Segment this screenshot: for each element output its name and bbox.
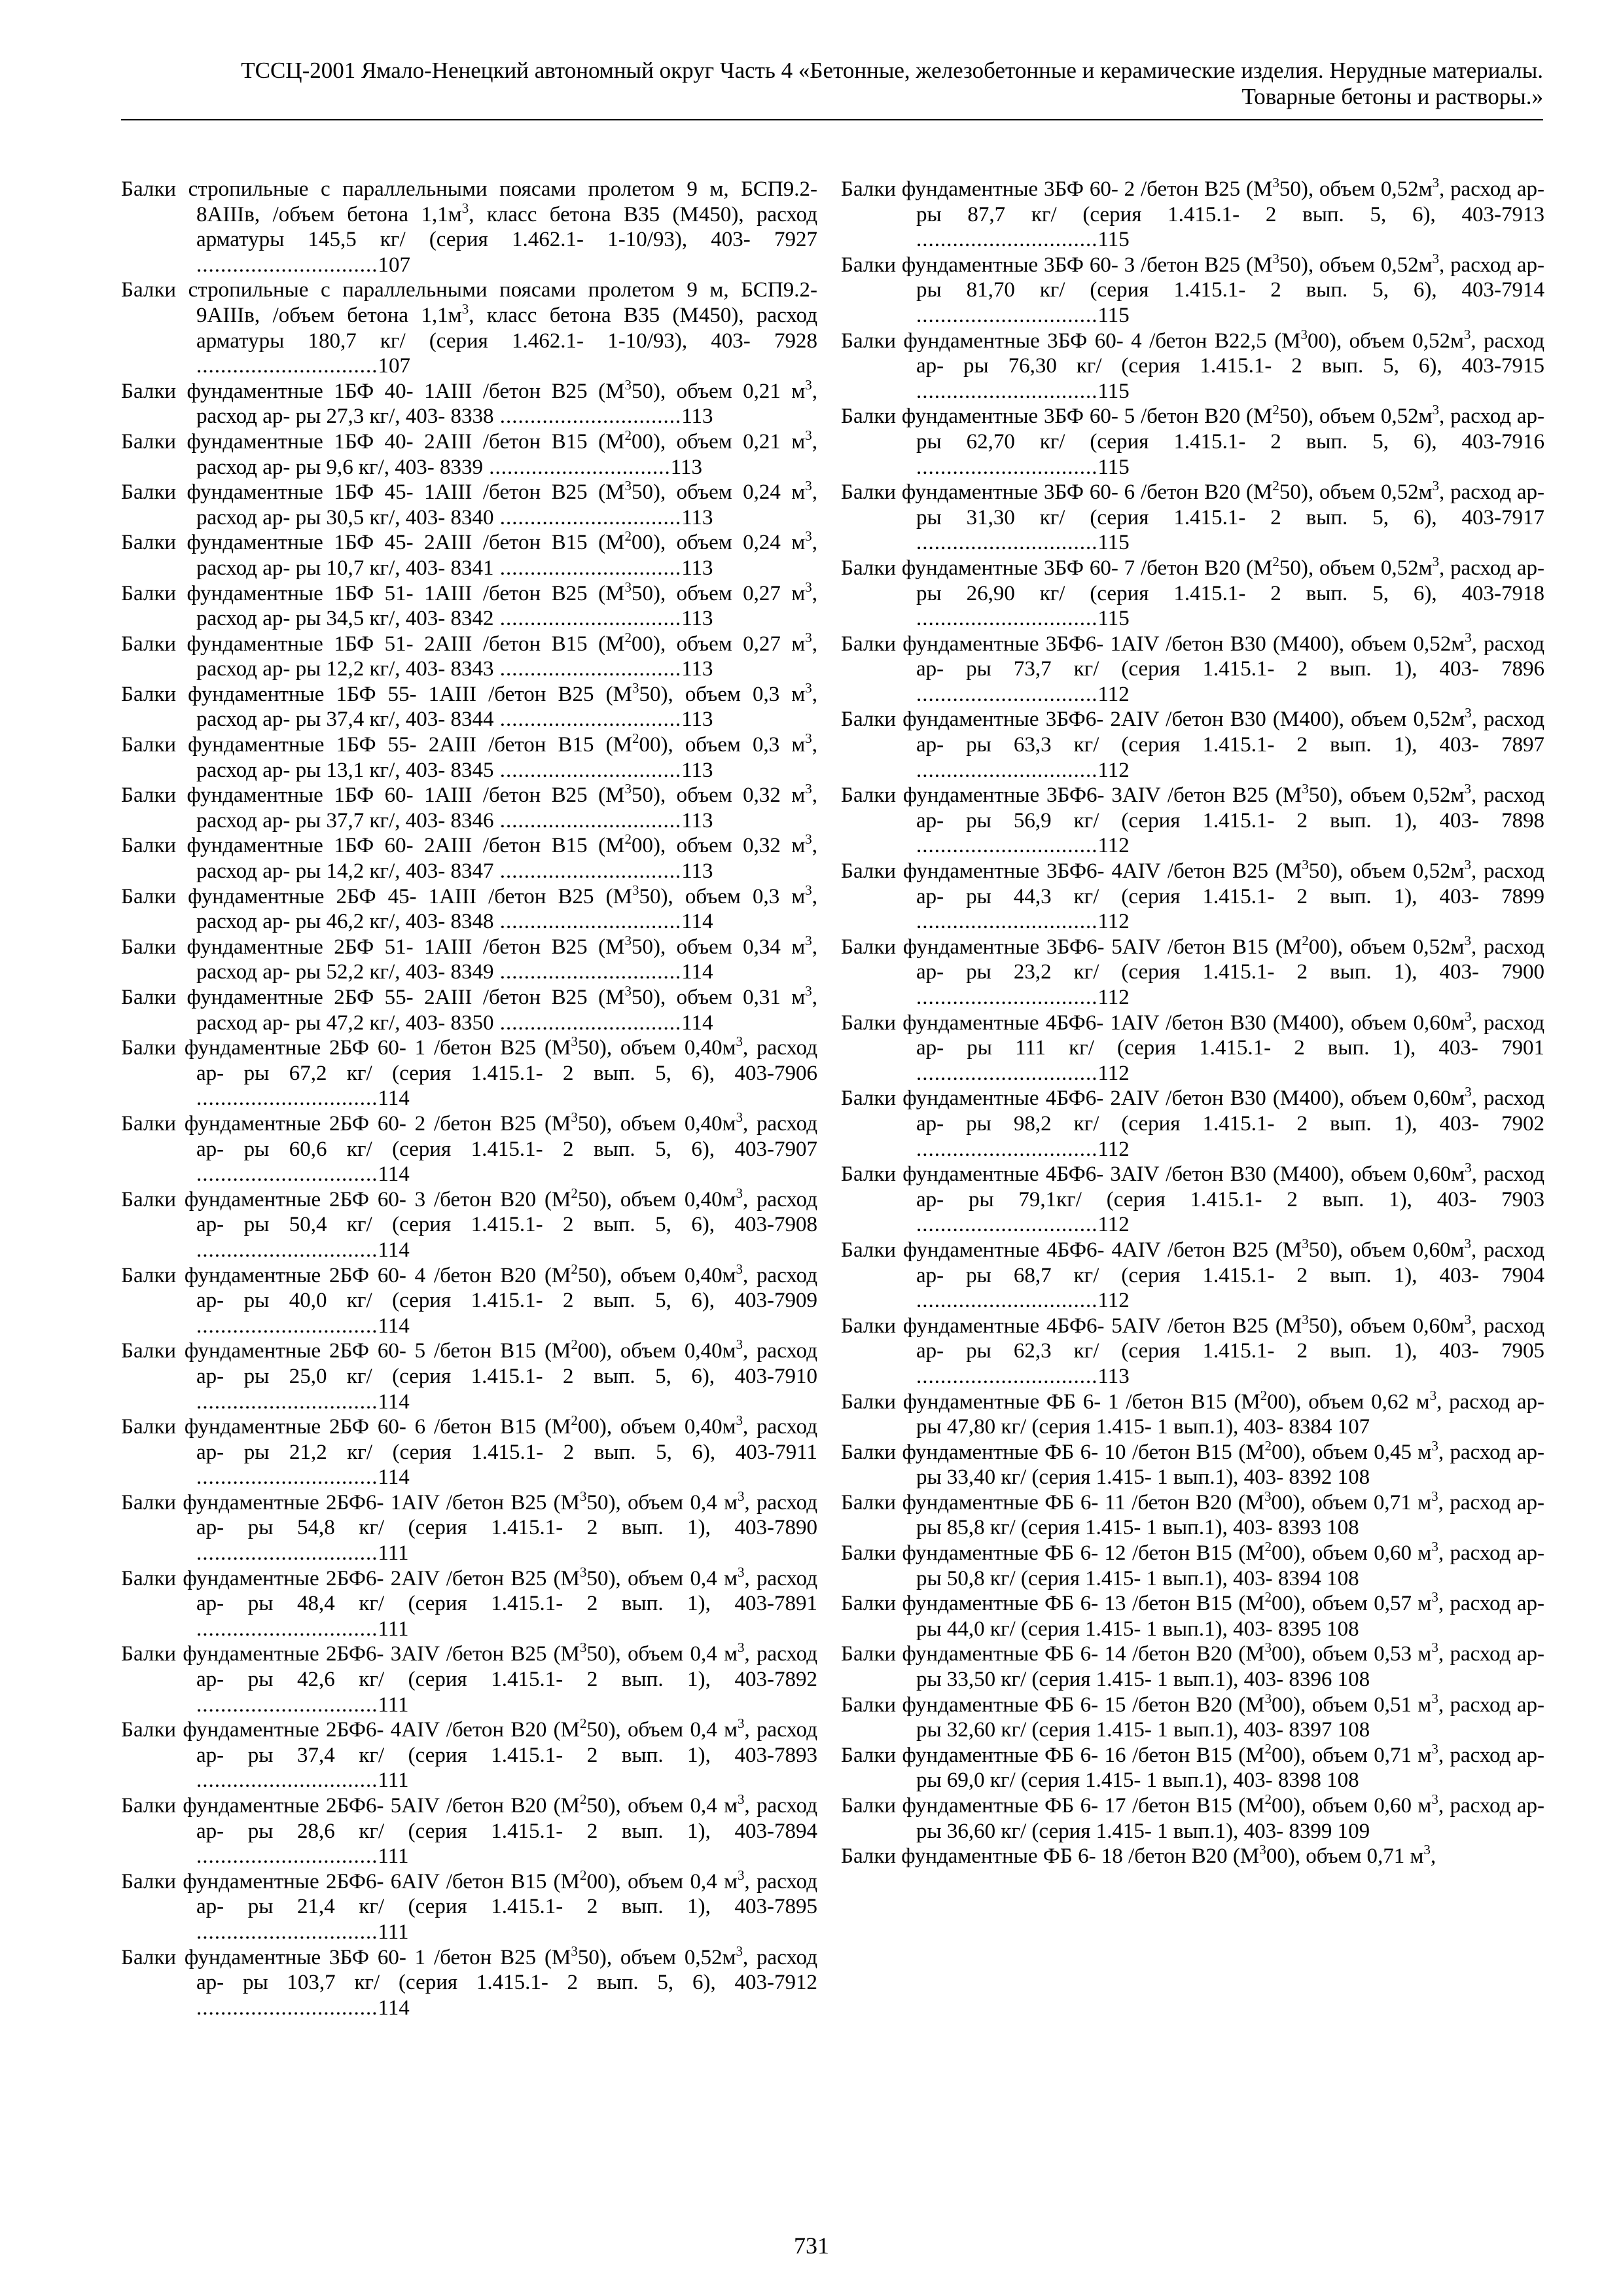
leader-dots: .............................. — [196, 1162, 378, 1187]
index-entry: Балки фундаментные 3БФ6- 2АIV /бетон В30 (М400), объем $0,52м^3$, расход ар- ры 63,3 кг/ (серия 1.415.1- 2 вып. 1), 403- 7897 ..............................112 — [841, 705, 1544, 782]
index-entry: Балки фундаментные 1БФ 55- 2АIII /бетон В15 $(М^200)$, объем 0,3 $м^3$, расход ар- ры 13,1 кг/, 403- 8345 ..............................113 — [121, 730, 817, 782]
index-entry: Балки фундаментные 2БФ6- 2АIV /бетон В25 $(М^350)$, объем 0,4 $м^3$, расход ар- ры 48,4 кг/ (серия 1.415.1- 2 вып. 1), 403-7891 ..............................111 — [121, 1564, 817, 1641]
entry-page-ref: 114 — [378, 1086, 410, 1111]
leader-dots: .............................. — [916, 1364, 1098, 1388]
entry-page-ref: 111 — [378, 1693, 409, 1717]
entry-page-ref: 115 — [1097, 228, 1130, 252]
leader-dots: .............................. — [196, 1465, 378, 1490]
header-line-1: ТССЦ-2001 Ямало-Ненецкий автономный округ Часть 4 «Бетонные, железобетонные и керамические изделия. Нерудные материалы. — [241, 58, 1543, 83]
index-entry: Балки фундаментные ФБ 6- 1 /бетон В15 $(М^200)$, объем 0,62 $м^3$, расход ар- ры 47,80 кг/ (серия 1.415- 1 вып.1), 403- 8384 107 — [841, 1387, 1545, 1439]
entry-page-ref: 114 — [378, 1162, 410, 1187]
leader-dots: .............................. — [493, 657, 682, 681]
leader-dots: .............................. — [196, 1844, 378, 1869]
entry-page-ref: 107 — [378, 253, 410, 277]
entry-page-ref: 115 — [1097, 379, 1130, 403]
leader-dots: .............................. — [196, 1390, 378, 1414]
entry-page-ref: 115 — [1097, 607, 1130, 631]
entry-page-ref: 111 — [378, 1920, 409, 1944]
leader-dots: .............................. — [493, 758, 682, 782]
index-entry: Балки фундаментные 1БФ 45- 1АIII /бетон В25 $(М^350)$, объем 0,24 $м^3$, расход ар- ры 30,5 кг/, 403- 8340 ..............................113 — [121, 478, 818, 529]
leader-dots: .............................. — [493, 910, 682, 934]
index-entry: Балки фундаментные ФБ 6- 18 /бетон В20 $(М^300)$, объем 0,71 $м^3$, — [841, 1842, 1436, 1869]
leader-dots: .............................. — [196, 1617, 378, 1641]
leader-dots: .............................. — [493, 607, 682, 631]
entry-page-ref: 114 — [378, 1996, 410, 2020]
header-line-2: Товарные бетоны и растворы.» — [1241, 84, 1543, 109]
leader-dots: .............................. — [916, 379, 1098, 403]
index-entry: Балки фундаментные 3БФ 60- 1 /бетон В25 $(М^350)$, объем $0,52м^3$, расход ар- ры 103,7 кг/ (серия 1.415.1- 2 вып. 5, 6), 403-7912 ..............................114 — [121, 1943, 817, 2020]
entry-page-ref: 115 — [1097, 303, 1130, 327]
leader-dots: .............................. — [916, 834, 1098, 858]
entry-page-ref: 114 — [378, 1238, 410, 1262]
entry-page-ref: 114 — [681, 1011, 713, 1035]
index-entry: Балки фундаментные 2БФ 60- 6 /бетон В15 $(М^200)$, объем $0,40м^3$, расход ар- ры 21,2 кг/ (серия 1.415.1- 2 вып. 5, 6), 403-7911 ..............................114 — [121, 1412, 817, 1490]
entry-page-ref: 113 — [681, 657, 713, 681]
leader-dots: .............................. — [196, 1541, 378, 1566]
leader-dots: .............................. — [493, 859, 682, 884]
leader-dots: .............................. — [916, 1289, 1098, 1313]
index-entry: Балки стропильные с параллельными поясами пролетом 9 м, БСП9.2- 9АIIIв, /объем бетона $1,1м^3$, класс бетона В35 (М450), расход арматуры 180,7 кг/ (серия 1.462.1- 1-10/93), 403- 7928 ..............................107 — [121, 278, 818, 378]
index-entry: Балки фундаментные 4БФ6- 2АIV /бетон В30 (М400), объем $0,60м^3$, расход ар- ры 98,2 кг/ (серия 1.415.1- 2 вып. 1), 403- 7902 ..............................112 — [841, 1084, 1544, 1161]
running-header — [121, 58, 1543, 110]
entry-page-ref: 113 — [670, 455, 703, 479]
entry-page-ref: 111 — [378, 1768, 409, 1793]
leader-dots: .............................. — [196, 1920, 378, 1944]
leader-dots: .............................. — [493, 505, 682, 529]
entry-page-ref: 112 — [1097, 1289, 1130, 1313]
page-number: 731 — [794, 2233, 829, 2259]
index-entry: Балки фундаментные 2БФ 60- 4 /бетон В20 $(М^250)$, объем $0,40м^3$, расход ар- ры 40,0 кг/ (серия 1.415.1- 2 вып. 5, 6), 403-7909 ..............................114 — [121, 1261, 817, 1338]
index-entry: Балки фундаментные ФБ 6- 14 /бетон В20 $(М^300)$, объем 0,53 $м^3$, расход ар- ры 33,50 кг/ (серия 1.415- 1 вып.1), 403- 8396 108 — [841, 1640, 1545, 1692]
leader-dots: .............................. — [493, 556, 682, 580]
index-column-left — [121, 177, 817, 2020]
leader-dots: .............................. — [196, 1768, 378, 1793]
leader-dots: .............................. — [196, 1996, 378, 2020]
index-entry: Балки фундаментные ФБ 6- 15 /бетон В20 $(М^300)$, объем 0,51 $м^3$, расход ар- ры 32,60 кг/ (серия 1.415- 1 вып.1), 403- 8397 108 — [841, 1690, 1545, 1742]
leader-dots: .............................. — [196, 1314, 378, 1338]
index-entry: Балки фундаментные 2БФ6- 1АIV /бетон В25 $(М^350)$, объем 0,4 $м^3$, расход ар- ры 54,8 кг/ (серия 1.415.1- 2 вып. 1), 403-7890 ..............................111 — [121, 1488, 817, 1566]
leader-dots: .............................. — [916, 910, 1098, 934]
index-entry: Балки фундаментные 4БФ6- 5АIV /бетон В25 $(М^350)$, объем $0,60м^3$, расход ар- ры 62,3 кг/ (серия 1.415.1- 2 вып. 1), 403- 7905 ..............................113 — [841, 1311, 1544, 1388]
leader-dots: .............................. — [916, 1061, 1098, 1085]
entry-page-ref: 114 — [681, 960, 713, 984]
leader-dots: .............................. — [482, 455, 671, 479]
entry-page-ref: 112 — [1097, 910, 1130, 934]
index-entry: Балки фундаментные 1БФ 51- 1АIII /бетон В25 $(М^350)$, объем 0,27 $м^3$, расход ар- ры 34,5 кг/, 403- 8342 ..............................113 — [121, 579, 818, 631]
leader-dots: .............................. — [916, 531, 1098, 555]
entry-page-ref: 113 — [1097, 1364, 1130, 1388]
entry-page-ref: 114 — [378, 1314, 410, 1338]
index-entry: Балки фундаментные 1БФ 55- 1АIII /бетон В25 $(М^350)$, объем 0,3 $м^3$, расход ар- ры 37,4 кг/, 403- 8344 ..............................113 — [121, 679, 817, 732]
index-entry: Балки фундаментные 2БФ6- 4АIV /бетон В20 $(М^250)$, объем 0,4 $м^3$, расход ар- ры 37,4 кг/ (серия 1.415.1- 2 вып. 1), 403-7893 ..............................111 — [121, 1715, 817, 1793]
index-entry: Балки фундаментные 2БФ 60- 5 /бетон В15 $(М^200)$, объем $0,40м^3$, расход ар- ры 25,0 кг/ (серия 1.415.1- 2 вып. 5, 6), 403-7910 ..............................114 — [121, 1336, 817, 1414]
leader-dots: .............................. — [916, 455, 1098, 479]
index-entry: Балки стропильные с параллельными поясами пролетом 9 м, БСП9.2- 8АIIIв, /объем бетона $1,1м^3$, класс бетона В35 (М450), расход арматуры 145,5 кг/ (серия 1.462.1- 1-10/93), 403- 7927 ..............................107 — [121, 177, 818, 277]
index-entry: Балки фундаментные 1БФ 60- 2АIII /бетон В15 $(М^200)$, объем 0,32 $м^3$, расход ар- ры 14,2 кг/, 403- 8347 ..............................113 — [121, 831, 818, 884]
index-entry: Балки фундаментные 2БФ 60- 2 /бетон В25 $(М^350)$, объем $0,40м^3$, расход ар- ры 60,6 кг/ (серия 1.415.1- 2 вып. 5, 6), 403-7907 ..............................114 — [121, 1109, 817, 1187]
index-entry: Балки фундаментные 2БФ 45- 1АIII /бетон В25 $(М^350)$, объем 0,3 $м^3$, расход ар- ры 46,2 кг/, 403- 8348 ..............................114 — [121, 882, 817, 934]
index-entry: Балки фундаментные 1БФ 40- 1АIII /бетон В25 $(М^350)$, объем 0,21 $м^3$, расход ар- ры 27,3 кг/, 403- 8338 ..............................113 — [121, 376, 818, 429]
entry-page-ref: 112 — [1097, 834, 1130, 858]
index-entry: Балки фундаментные 3БФ 60- 4 /бетон В22,5 $(М^300)$, объем $0,52м^3$, расход ар- ры 76,30 кг/ (серия 1.415.1- 2 вып. 5, 6), 403-7915 ..............................115 — [841, 326, 1544, 403]
index-entry: Балки фундаментные 1БФ 45- 2АIII /бетон В15 $(М^200)$, объем 0,24 $м^3$, расход ар- ры 10,7 кг/, 403- 8341 ..............................113 — [121, 528, 818, 580]
entry-page-ref: 112 — [1097, 758, 1130, 782]
entry-page-ref: 113 — [681, 607, 713, 631]
index-entry: Балки фундаментные ФБ 6- 11 /бетон В20 $(М^300)$, объем 0,71 $м^3$, расход ар- ры 85,8 кг/ (серия 1.415- 1 вып.1), 403- 8393 108 — [841, 1488, 1545, 1540]
index-entry: Балки фундаментные 2БФ6- 5АIV /бетон В20 $(М^250)$, объем 0,4 $м^3$, расход ар- ры 28,6 кг/ (серия 1.415.1- 2 вып. 1), 403-7894 ..............................111 — [121, 1791, 817, 1869]
index-entry: Балки фундаментные ФБ 6- 16 /бетон В15 $(М^200)$, объем 0,71 $м^3$, расход ар- ры 69,0 кг/ (серия 1.415- 1 вып.1), 403- 8398 108 — [841, 1740, 1545, 1793]
index-entry: Балки фундаментные 2БФ 60- 1 /бетон В25 $(М^350)$, объем $0,40м^3$, расход ар- ры 67,2 кг/ (серия 1.415.1- 2 вып. 5, 6), 403-7906 ..............................114 — [121, 1033, 817, 1111]
entry-page-ref: 113 — [681, 505, 713, 529]
entry-page-ref: 112 — [1097, 986, 1130, 1009]
entry-page-ref: 112 — [1097, 1213, 1130, 1237]
index-entry: Балки фундаментные 3БФ 60- 5 /бетон В20 $(М^250)$, объем $0,52м^3$, расход ар- ры 62,70 кг/ (серия 1.415.1- 2 вып. 5, 6), 403-7916 ..............................115 — [841, 402, 1545, 479]
entry-page-ref: 113 — [681, 758, 713, 782]
leader-dots: .............................. — [493, 960, 682, 984]
index-entry: Балки фундаментные 4БФ6- 1АIV /бетон В30 (М400), объем $0,60м^3$, расход ар- ры 111 кг/ (серия 1.415.1- 2 вып. 1), 403- 7901 ..............................112 — [841, 1008, 1544, 1085]
index-entry: Балки фундаментные 4БФ6- 3АIV /бетон В30 (М400), объем $0,60м^3$, расход ар- ры 79,1кг/ (серия 1.415.1- 2 вып. 1), 403- 7903 ..............................112 — [841, 1160, 1544, 1237]
index-entry: Балки фундаментные 2БФ 55- 2АIII /бетон В25 $(М^350)$, объем 0,31 $м^3$, расход ар- ры 47,2 кг/, 403- 8350 ..............................114 — [121, 983, 818, 1035]
entry-page-ref: 112 — [1097, 1137, 1130, 1161]
index-entry: Балки фундаментные ФБ 6- 13 /бетон В15 $(М^200)$, объем 0,57 $м^3$, расход ар- ры 44,0 кг/ (серия 1.415- 1 вып.1), 403- 8395 108 — [841, 1589, 1545, 1641]
leader-dots: .............................. — [196, 354, 378, 378]
entry-page-ref: 113 — [681, 708, 713, 732]
index-entry: Балки фундаментные 3БФ 60- 3 /бетон В25 $(М^350)$, объем $0,52м^3$, расход ар- ры 81,70 кг/ (серия 1.415.1- 2 вып. 5, 6), 403-7914 ..............................115 — [841, 250, 1545, 327]
index-entry: Балки фундаментные ФБ 6- 12 /бетон В15 $(М^200)$, объем 0,60 $м^3$, расход ар- ры 50,8 кг/ (серия 1.415- 1 вып.1), 403- 8394 108 — [841, 1539, 1545, 1590]
entry-page-ref: 113 — [681, 404, 713, 429]
leader-dots: .............................. — [493, 708, 682, 732]
entry-page-ref: 114 — [681, 910, 713, 934]
leader-dots: .............................. — [196, 1086, 378, 1111]
index-entry: Балки фундаментные 3БФ6- 1АIV /бетон В30 (М400), объем $0,52м^3$, расход ар- ры 73,7 кг/ (серия 1.415.1- 2 вып. 1), 403- 7896 ..............................112 — [841, 629, 1544, 706]
header-rule — [121, 119, 1543, 120]
leader-dots: .............................. — [196, 1238, 378, 1262]
index-entry: Балки фундаментные 3БФ 60- 6 /бетон В20 $(М^250)$, объем $0,52м^3$, расход ар- ры 31,30 кг/ (серия 1.415.1- 2 вып. 5, 6), 403-7917 ..............................115 — [841, 478, 1545, 555]
leader-dots: .............................. — [916, 1213, 1098, 1237]
leader-dots: .............................. — [493, 808, 682, 833]
entry-page-ref: 113 — [681, 556, 713, 580]
leader-dots: .............................. — [493, 1011, 682, 1035]
entry-page-ref: 112 — [1097, 1061, 1130, 1085]
leader-dots: .............................. — [916, 1137, 1098, 1161]
entry-page-ref: 114 — [378, 1390, 410, 1414]
index-entry: Балки фундаментные 3БФ 60- 7 /бетон В20 $(М^250)$, объем $0,52м^3$, расход ар- ры 26,90 кг/ (серия 1.415.1- 2 вып. 5, 6), 403-7918 ..............................115 — [841, 553, 1545, 631]
entry-page-ref: 112 — [1097, 682, 1130, 706]
entry-page-ref: 115 — [1097, 531, 1130, 555]
entry-page-ref: 111 — [378, 1844, 409, 1869]
index-entry: Балки фундаментные 3БФ6- 5АIV /бетон В15 $(М^200)$, объем $0,52м^3$, расход ар- ры 23,2 кг/ (серия 1.415.1- 2 вып. 1), 403- 7900 ..............................112 — [841, 932, 1544, 1009]
leader-dots: .............................. — [196, 253, 378, 277]
index-entry: Балки фундаментные ФБ 6- 10 /бетон В15 $(М^200)$, объем 0,45 $м^3$, расход ар- ры 33,40 кг/ (серия 1.415- 1 вып.1), 403- 8392 108 — [841, 1437, 1545, 1490]
leader-dots: .............................. — [916, 986, 1098, 1009]
entry-page-ref: 113 — [681, 808, 713, 833]
index-entry: Балки фундаментные 2БФ6- 3АIV /бетон В25 $(М^350)$, объем 0,4 $м^3$, расход ар- ры 42,6 кг/ (серия 1.415.1- 2 вып. 1), 403-7892 ..............................111 — [121, 1640, 817, 1717]
entry-page-ref: 111 — [378, 1541, 409, 1566]
leader-dots: .............................. — [916, 228, 1098, 252]
entry-page-ref: 114 — [378, 1465, 410, 1490]
entry-page-ref: 115 — [1097, 455, 1130, 479]
entry-page-ref: 107 — [378, 354, 410, 378]
index-entry: Балки фундаментные ФБ 6- 17 /бетон В15 $(М^200)$, объем 0,60 $м^3$, расход ар- ры 36,60 кг/ (серия 1.415- 1 вып.1), 403- 8399 109 — [841, 1791, 1545, 1843]
index-entry: Балки фундаментные 3БФ6- 4АIV /бетон В25 $(М^350)$, объем $0,52м^3$, расход ар- ры 44,3 кг/ (серия 1.415.1- 2 вып. 1), 403- 7899 ..............................112 — [841, 857, 1544, 934]
entry-page-ref: 113 — [681, 859, 713, 884]
leader-dots: .............................. — [916, 758, 1098, 782]
entry-page-ref: 111 — [378, 1617, 409, 1641]
index-entry: Балки фундаментные 2БФ6- 6АIV /бетон В15 $(М^200)$, объем 0,4 $м^3$, расход ар- ры 21,4 кг/ (серия 1.415.1- 2 вып. 1), 403-7895 ..............................111 — [121, 1867, 817, 1944]
index-entry: Балки фундаментные 4БФ6- 4АIV /бетон В25 $(М^350)$, объем $0,60м^3$, расход ар- ры 68,7 кг/ (серия 1.415.1- 2 вып. 1), 403- 7904 ..............................112 — [841, 1235, 1544, 1313]
index-entry: Балки фундаментные 1БФ 40- 2АIII /бетон В15 $(М^200)$, объем 0,21 $м^3$, расход ар- ры 9,6 кг/, 403- 8339 ..............................113 — [121, 427, 818, 479]
index-entry: Балки фундаментные 3БФ6- 3АIV /бетон В25 $(М^350)$, объем $0,52м^3$, расход ар- ры 56,9 кг/ (серия 1.415.1- 2 вып. 1), 403- 7898 ..............................112 — [841, 781, 1544, 858]
index-entry: Балки фундаментные 3БФ 60- 2 /бетон В25 $(М^350)$, объем $0,52м^3$, расход ар- ры 87,7 кг/ (серия 1.415.1- 2 вып. 5, 6), 403-7913 ..............................115 — [841, 175, 1545, 252]
leader-dots: .............................. — [916, 607, 1098, 631]
index-entry: Балки фундаментные 1БФ 60- 1АIII /бетон В25 $(М^350)$, объем 0,32 $м^3$, расход ар- ры 37,7 кг/, 403- 8346 ..............................113 — [121, 781, 818, 833]
index-entry: Балки фундаментные 2БФ 51- 1АIII /бетон В25 $(М^350)$, объем 0,34 $м^3$, расход ар- ры 52,2 кг/, 403- 8349 ..............................114 — [121, 932, 818, 984]
index-entry: Балки фундаментные 2БФ 60- 3 /бетон В20 $(М^250)$, объем $0,40м^3$, расход ар- ры 50,4 кг/ (серия 1.415.1- 2 вып. 5, 6), 403-7908 ..............................114 — [121, 1185, 817, 1262]
index-column-right — [841, 177, 1544, 1869]
index-entry: Балки фундаментные 1БФ 51- 2АIII /бетон В15 $(М^200)$, объем 0,27 $м^3$, расход ар- ры 12,2 кг/, 403- 8343 ..............................113 — [121, 629, 818, 681]
leader-dots: .............................. — [493, 404, 682, 429]
leader-dots: .............................. — [916, 303, 1098, 327]
leader-dots: .............................. — [196, 1693, 378, 1717]
leader-dots: .............................. — [916, 682, 1098, 706]
